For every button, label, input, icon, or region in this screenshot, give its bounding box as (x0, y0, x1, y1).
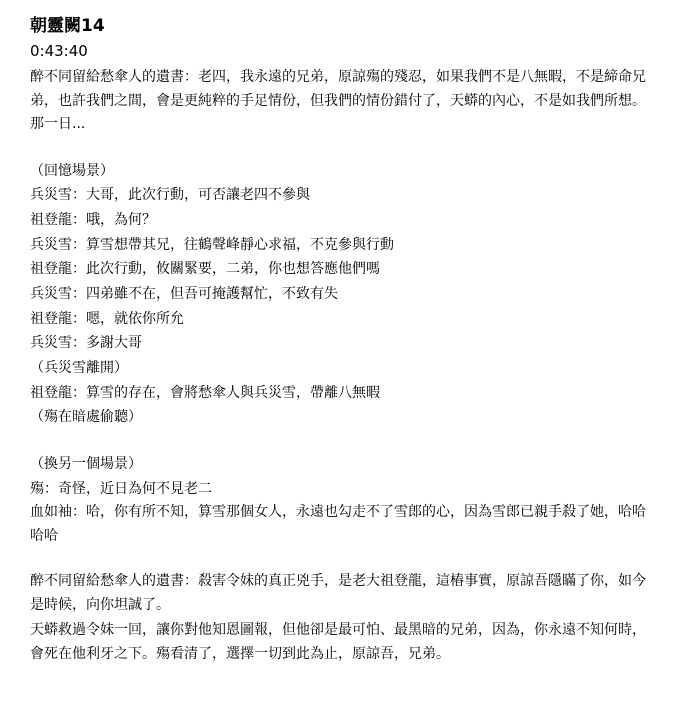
dialogue-line: 兵災雪：四弟雖不在，但吾可掩護幫忙，不致有失 (30, 285, 338, 302)
spacer (30, 137, 656, 159)
scene-heading: （回憶場景） (30, 162, 114, 179)
dialogue-line: 殤：奇怪，近日為何不見老二 (30, 480, 212, 497)
document-page (30, 14, 656, 666)
dialogue-line: 祖登龍：此次行動，攸關緊要，二弟，你也想答應他們嗎 (30, 261, 380, 278)
dialogue-line: 兵災雪：大哥，此次行動，可否讓老四不參與 (30, 187, 310, 204)
spacer (30, 430, 656, 452)
stage-direction: （殤在暗處偷聽） (30, 409, 142, 426)
dialogue-line: 祖登龍：嗯，就依你所允 (30, 310, 184, 327)
letter-paragraph: 醉不同留給愁傘人的遺書：殺害令妹的真正兇手，是老大祖登龍，這樁事實，原諒吾隱瞞了你，如今是時候，向你坦誠了。 (30, 573, 646, 613)
dialogue-line: 祖登龍：算雪的存在，會將愁傘人與兵災雪，帶離八無暇 (30, 384, 380, 401)
stage-direction: （兵災雪離開） (30, 360, 128, 376)
spacer (30, 548, 656, 570)
page-title: 朝靈闕14 (30, 16, 105, 36)
dialogue-paragraph: 血如袖：哈，你有所不知，算雪那個女人，永遠也勾走不了雪郎的心，因為雪郎已親手殺了她，哈哈哈哈 (30, 504, 646, 544)
dialogue-line: 兵災雪：多謝大哥 (30, 335, 142, 352)
intro-paragraph: 醉不同留給愁傘人的遺書：老四，我永遠的兄弟，原諒殤的殘忍，如果我們不是八無暇，不是締命兄弟，也許我們之間，會是更純粹的手足情份，但我們的情份錯付了，天蟒的內心，不是如我們所想。那一日... (30, 69, 646, 132)
dialogue-line: 兵災雪：算雪想帶其兄，往鶴聲峰靜心求福，不克參與行動 (30, 236, 394, 253)
scene-heading: （換另一個場景） (30, 456, 142, 473)
timestamp: 0:43:40 (30, 42, 88, 60)
dialogue-line: 祖登龍：哦，為何？ (30, 211, 156, 228)
letter-paragraph: 天蟒救過令妹一回，讓你對他知恩圖報，但他卻是最可怕、最黑暗的兄弟，因為，你永遠不知何時，會死在他利牙之下。殤看清了，選擇一切到此為止，原諒吾，兄弟。 (30, 622, 646, 662)
